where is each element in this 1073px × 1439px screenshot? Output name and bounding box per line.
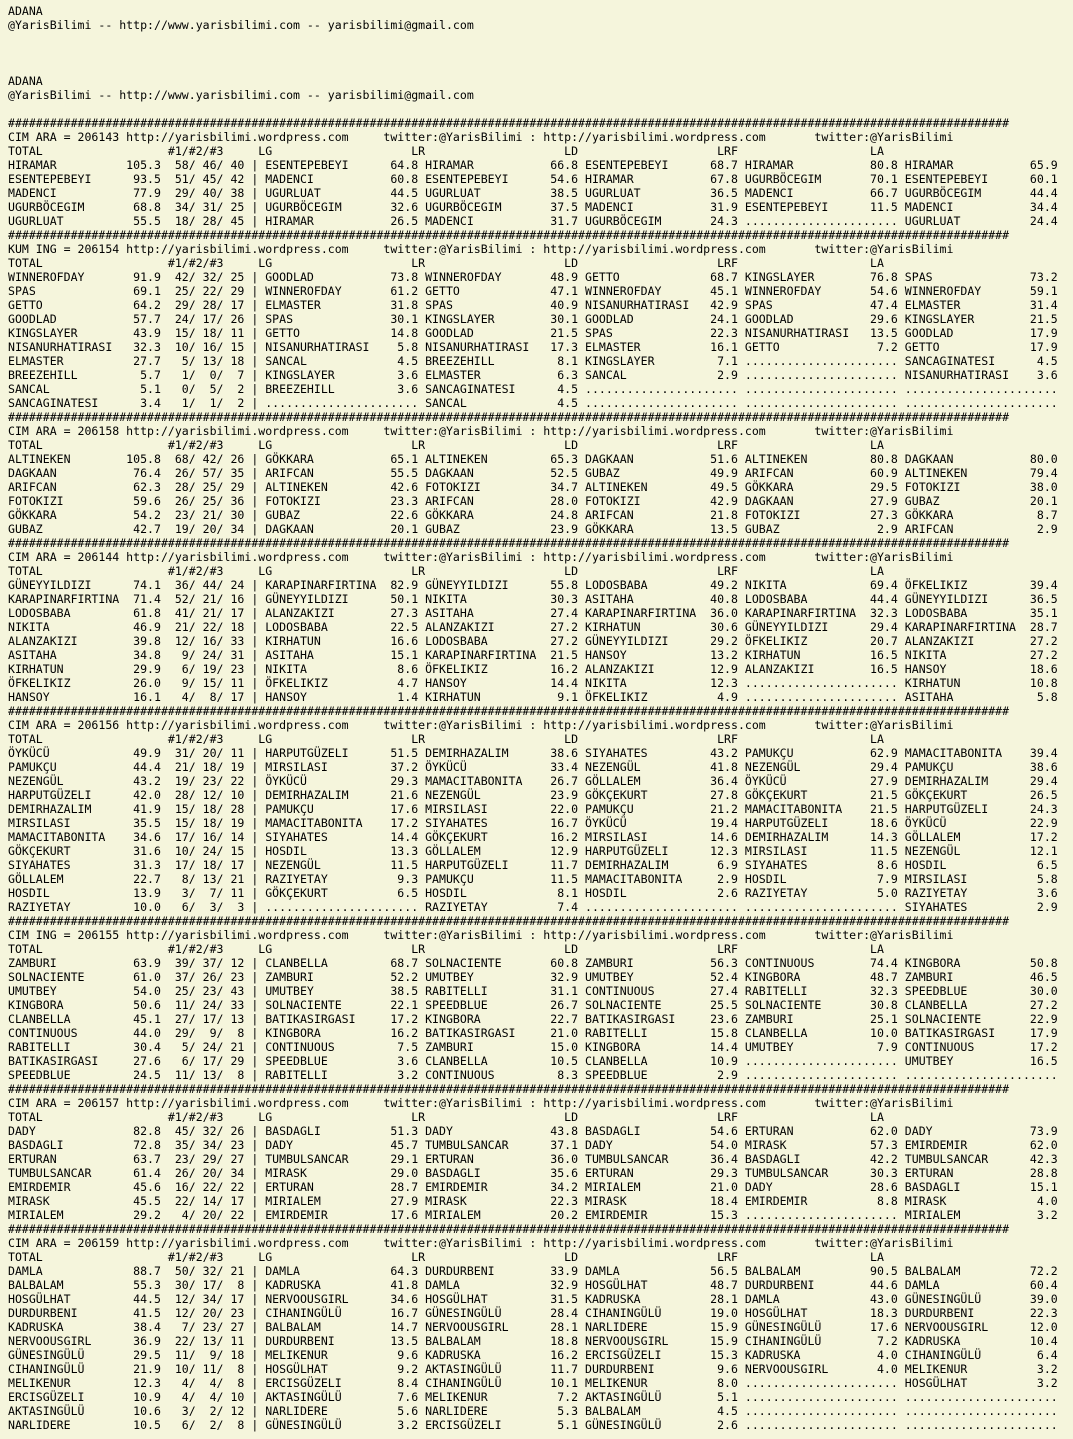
column-header-row: TOTAL #1/#2/#3 LG LR LD LRF LA xyxy=(8,732,884,746)
horse-stats-row: EMIRDEMIR 45.6 16/ 22/ 22 | ERTURAN 28.7 EMIRDEMIR 34.2 MIRIALEM 21.0 DADY 28.6 BASDAGLI 15.1 xyxy=(8,1180,1058,1194)
horse-stats-row: DEMIRHAZALIM 41.9 15/ 18/ 28 | PAMUKÇU 17.6 MIRSILASI 22.0 PAMUKÇU 21.2 MAMACITABONITA 21.5 HARPUTGÜZELI 24.3 xyxy=(8,802,1058,816)
horse-stats-row: BALBALAM 55.3 30/ 17/ 8 | KADRUSKA 41.8 DAMLA 32.9 HOSGÜLHAT 48.7 DURDURBENI 44.6 DAMLA 60.4 xyxy=(8,1278,1058,1292)
horse-stats-row: BASDAGLI 72.8 35/ 34/ 23 | DADY 45.7 TUMBULSANCAR 37.1 DADY 54.0 MIRASK 57.3 EMIRDEMIR 62.0 xyxy=(8,1138,1058,1152)
horse-stats-row: ERCISGÜZELI 10.9 4/ 4/ 10 | AKTASINGÜLÜ 7.6 MELIKENUR 7.2 AKTASINGÜLÜ 5.1 ...................... ...................... xyxy=(8,1390,1058,1404)
horse-stats-row: KADRUSKA 38.4 7/ 23/ 27 | BALBALAM 14.7 NERVOOUSGIRL 28.1 NARLIDERE 15.9 GÜNESINGÜLÜ 17.6 NERVOOUSGIRL 12.0 xyxy=(8,1320,1058,1334)
column-header-row: TOTAL #1/#2/#3 LG LR LD LRF LA xyxy=(8,942,884,956)
horse-stats-row: NARLIDERE 10.5 6/ 2/ 8 | GÜNESINGÜLÜ 3.2 ERCISGÜZELI 5.1 GÜNESINGÜLÜ 2.6 ...................... ...................... xyxy=(8,1418,1058,1432)
horse-stats-row: ESENTEPEBEYI 93.5 51/ 45/ 42 | MADENCI 60.8 ESENTEPEBEYI 54.6 HIRAMAR 67.8 UGURBÖCEGIM 70.1 ESENTEPEBEYI 60.1 xyxy=(8,172,1058,186)
horse-stats-row: ÖYKÜCÜ 49.9 31/ 20/ 11 | HARPUTGÜZELI 51.5 DEMIRHAZALIM 38.6 SIYAHATES 43.2 PAMUKÇU 62.9 MAMACITABONITA 39.4 xyxy=(8,746,1058,760)
horse-stats-row: SANCAGINATESI 3.4 1/ 1/ 2 | ...................... SANCAL 4.5 ...................... ...................... ...................... xyxy=(8,396,1058,410)
race-header: KUM ING = 206154 http://yarisbilimi.wordpress.com twitter:@YarisBilimi : http://yarisbilimi.wordpress.com twitter:@YarisBilimi xyxy=(8,242,954,256)
horse-stats-row: HARPUTGÜZELI 42.0 28/ 12/ 10 | DEMIRHAZALIM 21.6 NEZENGÜL 23.9 GÖKÇEKURT 27.8 GÖKÇEKURT 21.5 GÖKÇEKURT 26.5 xyxy=(8,788,1058,802)
horse-stats-row: GETTO 64.2 29/ 28/ 17 | ELMASTER 31.8 SPAS 40.9 NISANURHATIRASI 42.9 SPAS 47.4 ELMASTER 31.4 xyxy=(8,298,1058,312)
horse-stats-row: GÖLLALEM 22.7 8/ 13/ 21 | RAZIYETAY 9.3 PAMUKÇU 11.5 MAMACITABONITA 2.9 HOSDIL 7.9 MIRSILASI 5.8 xyxy=(8,872,1058,886)
horse-stats-row: SOLNACIENTE 61.0 37/ 26/ 23 | ZAMBURI 52.2 UMUTBEY 32.9 UMUTBEY 52.4 KINGBORA 48.7 ZAMBURI 46.5 xyxy=(8,970,1058,984)
horse-stats-row: UGURBÖCEGIM 68.8 34/ 31/ 25 | UGURBÖCEGIM 32.6 UGURBÖCEGIM 37.5 MADENCI 31.9 ESENTEPEBEYI 11.5 MADENCI 34.4 xyxy=(8,200,1058,214)
horse-stats-row: HANSOY 16.1 4/ 8/ 17 | HANSOY 1.4 KIRHATUN 9.1 ÖFKELIKIZ 4.9 ...................... ASITAHA 5.8 xyxy=(8,690,1058,704)
horse-stats-row: SPEEDBLUE 24.5 11/ 13/ 8 | RABITELLI 3.2 CONTINUOUS 8.3 SPEEDBLUE 2.9 ...................... ...................... xyxy=(8,1068,1058,1082)
horse-stats-row: DURDURBENI 41.5 12/ 20/ 23 | CIHANINGÜLÜ 16.7 GÜNESINGÜLÜ 28.4 CIHANINGÜLÜ 19.0 HOSGÜLHAT 18.3 DURDURBENI 22.3 xyxy=(8,1306,1058,1320)
column-header-row: TOTAL #1/#2/#3 LG LR LD LRF LA xyxy=(8,256,884,270)
horse-stats-row: BREEZEHILL 5.7 1/ 0/ 7 | KINGSLAYER 3.6 ELMASTER 6.3 SANCAL 2.9 ...................... NISANURHATIRASI 3.6 xyxy=(8,368,1058,382)
race-header: CIM ING = 206155 http://yarisbilimi.wordpress.com twitter:@YarisBilimi : http://yarisbilimi.wordpress.com twitter:@YarisBilimi xyxy=(8,928,954,942)
horse-stats-row: GÜNEYYILDIZI 74.1 36/ 44/ 24 | KARAPINARFIRTINA 82.9 GÜNEYYILDIZI 55.8 LODOSBABA 49.2 NIKITA 69.4 ÖFKELIKIZ 39.4 xyxy=(8,578,1058,592)
column-header-row: TOTAL #1/#2/#3 LG LR LD LRF LA xyxy=(8,144,884,158)
horse-stats-row: GOODLAD 57.7 24/ 17/ 26 | SPAS 30.1 KINGSLAYER 30.1 GOODLAD 24.1 GOODLAD 29.6 KINGSLAYER 21.5 xyxy=(8,312,1058,326)
horse-stats-row: RABITELLI 30.4 5/ 24/ 21 | CONTINUOUS 7.5 ZAMBURI 15.0 KINGBORA 14.4 UMUTBEY 7.9 CONTINUOUS 17.2 xyxy=(8,1040,1058,1054)
section-separator: ################################################################################################################################################ xyxy=(8,914,1010,928)
horse-stats-row: HOSDIL 13.9 3/ 7/ 11 | GÖKÇEKURT 6.5 HOSDIL 8.1 HOSDIL 2.6 RAZIYETAY 5.0 RAZIYETAY 3.6 xyxy=(8,886,1058,900)
text-line: ADANA xyxy=(8,4,43,18)
horse-stats-row: ALANZAKIZI 39.8 12/ 16/ 33 | KIRHATUN 16.6 LODOSBABA 27.2 GÜNEYYILDIZI 29.2 ÖFKELIKIZ 20.7 ALANZAKIZI 27.2 xyxy=(8,634,1058,648)
race-header: CIM ARA = 206158 http://yarisbilimi.wordpress.com twitter:@YarisBilimi : http://yarisbilimi.wordpress.com twitter:@YarisBilimi xyxy=(8,424,954,438)
text-line: @YarisBilimi -- http://www.yarisbilimi.com -- yarisbilimi@gmail.com xyxy=(8,88,474,102)
horse-stats-row: AKTASINGÜLÜ 10.6 3/ 2/ 12 | NARLIDERE 5.6 NARLIDERE 5.3 BALBALAM 4.5 ...................... ...................... xyxy=(8,1404,1058,1418)
horse-stats-row: GÜNESINGÜLÜ 29.5 11/ 9/ 18 | MELIKENUR 9.6 KADRUSKA 16.2 ERCISGÜZELI 15.3 KADRUSKA 4.0 CIHANINGÜLÜ 6.4 xyxy=(8,1348,1058,1362)
horse-stats-row: UGURLUAT 55.5 18/ 28/ 45 | HIRAMAR 26.5 MADENCI 31.7 UGURBÖCEGIM 24.3 ...................... UGURLUAT 24.4 xyxy=(8,214,1058,228)
horse-stats-row: KINGSLAYER 43.9 15/ 18/ 11 | GETTO 14.8 GOODLAD 21.5 SPAS 22.3 NISANURHATIRASI 13.5 GOODLAD 17.9 xyxy=(8,326,1058,340)
horse-stats-row: CONTINUOUS 44.0 29/ 9/ 8 | KINGBORA 16.2 BATIKASIRGASI 21.0 RABITELLI 15.8 CLANBELLA 10.0 BATIKASIRGASI 17.9 xyxy=(8,1026,1058,1040)
horse-stats-row: GUBAZ 42.7 19/ 20/ 34 | DAGKAAN 20.1 GUBAZ 23.9 GÖKKARA 13.5 GUBAZ 2.9 ARIFCAN 2.9 xyxy=(8,522,1058,536)
race-header: CIM ARA = 206157 http://yarisbilimi.wordpress.com twitter:@YarisBilimi : http://yarisbilimi.wordpress.com twitter:@YarisBilimi xyxy=(8,1096,954,1110)
horse-stats-row: SANCAL 5.1 0/ 5/ 2 | BREEZEHILL 3.6 SANCAGINATESI 4.5 ...................... ...................... ...................... xyxy=(8,382,1058,396)
horse-stats-row: KIRHATUN 29.9 6/ 19/ 23 | NIKITA 8.6 ÖFKELIKIZ 16.2 ALANZAKIZI 12.9 ALANZAKIZI 16.5 HANSOY 18.6 xyxy=(8,662,1058,676)
horse-stats-row: ARIFCAN 62.3 28/ 25/ 29 | ALTINEKEN 42.6 FOTOKIZI 34.7 ALTINEKEN 49.5 GÖKKARA 29.5 FOTOKIZI 38.0 xyxy=(8,480,1058,494)
race-header: CIM ARA = 206159 http://yarisbilimi.wordpress.com twitter:@YarisBilimi : http://yarisbilimi.wordpress.com twitter:@YarisBilimi xyxy=(8,1236,954,1250)
horse-stats-row: UMUTBEY 54.0 25/ 23/ 43 | UMUTBEY 38.5 RABITELLI 31.1 CONTINUOUS 27.4 RABITELLI 32.3 SPEEDBLUE 30.0 xyxy=(8,984,1058,998)
blank-line xyxy=(8,46,1073,60)
blank-line xyxy=(8,60,1073,74)
horse-stats-row: TUMBULSANCAR 61.4 26/ 20/ 34 | MIRASK 29.0 BASDAGLI 35.6 ERTURAN 29.3 TUMBULSANCAR 30.3 ERTURAN 28.8 xyxy=(8,1166,1058,1180)
section-separator: ################################################################################################################################################ xyxy=(8,1222,1010,1236)
horse-stats-row: ASITAHA 34.8 9/ 24/ 31 | ASITAHA 15.1 KARAPINARFIRTINA 21.5 HANSOY 13.2 KIRHATUN 16.5 NIKITA 27.2 xyxy=(8,648,1058,662)
column-header-row: TOTAL #1/#2/#3 LG LR LD LRF LA xyxy=(8,564,884,578)
horse-stats-row: GÖKÇEKURT 31.6 10/ 24/ 15 | HOSDIL 13.3 GÖLLALEM 12.9 HARPUTGÜZELI 12.3 MIRSILASI 11.5 NEZENGÜL 12.1 xyxy=(8,844,1058,858)
horse-stats-row: MIRSILASI 35.5 15/ 18/ 19 | MAMACITABONITA 17.2 SIYAHATES 16.7 ÖYKÜCÜ 19.4 HARPUTGÜZELI 18.6 ÖYKÜCÜ 22.9 xyxy=(8,816,1058,830)
horse-stats-row: ELMASTER 27.7 5/ 13/ 18 | SANCAL 4.5 BREEZEHILL 8.1 KINGSLAYER 7.1 ...................... SANCAGINATESI 4.5 xyxy=(8,354,1058,368)
horse-stats-row: PAMUKÇU 44.4 21/ 18/ 19 | MIRSILASI 37.2 ÖYKÜCÜ 33.4 NEZENGÜL 41.8 NEZENGÜL 29.4 PAMUKÇU 38.6 xyxy=(8,760,1058,774)
horse-stats-row: ALTINEKEN 105.8 68/ 42/ 26 | GÖKKARA 65.1 ALTINEKEN 65.3 DAGKAAN 51.6 ALTINEKEN 80.8 DAGKAAN 80.0 xyxy=(8,452,1058,466)
horse-stats-row: ERTURAN 63.7 23/ 29/ 27 | TUMBULSANCAR 29.1 ERTURAN 36.0 TUMBULSANCAR 36.4 BASDAGLI 42.2 TUMBULSANCAR 42.3 xyxy=(8,1152,1058,1166)
horse-stats-row: KINGBORA 50.6 11/ 24/ 33 | SOLNACIENTE 22.1 SPEEDBLUE 26.7 SOLNACIENTE 25.5 SOLNACIENTE 30.8 CLANBELLA 27.2 xyxy=(8,998,1058,1012)
column-header-row: TOTAL #1/#2/#3 LG LR LD LRF LA xyxy=(8,1250,884,1264)
horse-stats-row: MELIKENUR 12.3 4/ 4/ 8 | ERCISGÜZELI 8.4 CIHANINGÜLÜ 10.1 MELIKENUR 8.0 ...................... HOSGÜLHAT 3.2 xyxy=(8,1376,1058,1390)
horse-stats-row: MIRIALEM 29.2 4/ 20/ 22 | EMIRDEMIR 17.6 MIRIALEM 20.2 EMIRDEMIR 15.3 ...................... MIRIALEM 3.2 xyxy=(8,1208,1058,1222)
horse-stats-row: BATIKASIRGASI 27.6 6/ 17/ 29 | SPEEDBLUE 3.6 CLANBELLA 10.5 CLANBELLA 10.9 ...................... UMUTBEY 16.5 xyxy=(8,1054,1058,1068)
horse-stats-row: HIRAMAR 105.3 58/ 46/ 40 | ESENTEPEBEYI 64.8 HIRAMAR 66.8 ESENTEPEBEYI 68.7 HIRAMAR 80.8 HIRAMAR 65.9 xyxy=(8,158,1058,172)
column-header-row: TOTAL #1/#2/#3 LG LR LD LRF LA xyxy=(8,1110,884,1124)
horse-stats-row: KARAPINARFIRTINA 71.4 52/ 21/ 16 | GÜNEYYILDIZI 50.1 NIKITA 30.3 ASITAHA 40.8 LODOSBABA 44.4 GÜNEYYILDIZI 36.5 xyxy=(8,592,1058,606)
horse-stats-row: GÖKKARA 54.2 23/ 21/ 30 | GUBAZ 22.6 GÖKKARA 24.8 ARIFCAN 21.8 FOTOKIZI 27.3 GÖKKARA 8.7 xyxy=(8,508,1058,522)
race-header: CIM ARA = 206144 http://yarisbilimi.wordpress.com twitter:@YarisBilimi : http://yarisbilimi.wordpress.com twitter:@YarisBilimi xyxy=(8,550,954,564)
horse-stats-row: ÖFKELIKIZ 26.0 9/ 15/ 11 | ÖFKELIKIZ 4.7 HANSOY 14.4 NIKITA 12.3 ...................... KIRHATUN 10.8 xyxy=(8,676,1058,690)
horse-stats-row: RAZIYETAY 10.0 6/ 3/ 3 | ...................... RAZIYETAY 7.4 ...................... ...................... SIYAHATES 2.9 xyxy=(8,900,1058,914)
horse-stats-row: WINNEROFDAY 91.9 42/ 32/ 25 | GOODLAD 73.8 WINNEROFDAY 48.9 GETTO 68.7 KINGSLAYER 76.8 SPAS 73.2 xyxy=(8,270,1058,284)
text-line: ADANA xyxy=(8,74,43,88)
text-line: @YarisBilimi -- http://www.yarisbilimi.com -- yarisbilimi@gmail.com xyxy=(8,18,474,32)
section-separator: ################################################################################################################################################ xyxy=(8,704,1010,718)
section-separator: ################################################################################################################################################ xyxy=(8,116,1010,130)
horse-stats-row: NISANURHATIRASI 32.3 10/ 16/ 15 | NISANURHATIRASI 5.8 NISANURHATIRASI 17.3 ELMASTER 16.1 GETTO 7.2 GETTO 17.9 xyxy=(8,340,1058,354)
column-header-row: TOTAL #1/#2/#3 LG LR LD LRF LA xyxy=(8,438,884,452)
section-separator: ################################################################################################################################################ xyxy=(8,536,1010,550)
horse-stats-row: NERVOOUSGIRL 36.9 22/ 13/ 11 | DURDURBENI 13.5 BALBALAM 18.8 NERVOOUSGIRL 15.9 CIHANINGÜLÜ 7.2 KADRUSKA 10.4 xyxy=(8,1334,1058,1348)
horse-stats-row: CIHANINGÜLÜ 21.9 10/ 11/ 8 | HOSGÜLHAT 9.2 AKTASINGÜLÜ 11.7 DURDURBENI 9.6 NERVOOUSGIRL 4.0 MELIKENUR 3.2 xyxy=(8,1362,1058,1376)
race-header: CIM ARA = 206156 http://yarisbilimi.wordpress.com twitter:@YarisBilimi : http://yarisbilimi.wordpress.com twitter:@YarisBilimi xyxy=(8,718,954,732)
horse-stats-row: NEZENGÜL 43.2 19/ 23/ 22 | ÖYKÜCÜ 29.3 MAMACITABONITA 26.7 GÖLLALEM 36.4 ÖYKÜCÜ 27.9 DEMIRHAZALIM 29.4 xyxy=(8,774,1058,788)
horse-stats-row: SIYAHATES 31.3 17/ 18/ 17 | NEZENGÜL 11.5 HARPUTGÜZELI 11.7 DEMIRHAZALIM 6.9 SIYAHATES 8.6 HOSDIL 6.5 xyxy=(8,858,1058,872)
horse-stats-row: SPAS 69.1 25/ 22/ 29 | WINNEROFDAY 61.2 GETTO 47.1 WINNEROFDAY 45.1 WINNEROFDAY 54.6 WINNEROFDAY 59.1 xyxy=(8,284,1058,298)
blank-line xyxy=(8,102,1073,116)
horse-stats-row: DAGKAAN 76.4 26/ 57/ 35 | ARIFCAN 55.5 DAGKAAN 52.5 GUBAZ 49.9 ARIFCAN 60.9 ALTINEKEN 79.4 xyxy=(8,466,1058,480)
horse-stats-row: CLANBELLA 45.1 27/ 17/ 13 | BATIKASIRGASI 17.2 KINGBORA 22.7 BATIKASIRGASI 23.6 ZAMBURI 25.1 SOLNACIENTE 22.9 xyxy=(8,1012,1058,1026)
section-separator: ################################################################################################################################################ xyxy=(8,410,1010,424)
horse-stats-row: DAMLA 88.7 50/ 32/ 21 | DAMLA 64.3 DURDURBENI 33.9 DAMLA 56.5 BALBALAM 90.5 BALBALAM 72.2 xyxy=(8,1264,1058,1278)
horse-stats-row: ZAMBURI 63.9 39/ 37/ 12 | CLANBELLA 68.7 SOLNACIENTE 60.8 ZAMBURI 56.3 CONTINUOUS 74.4 KINGBORA 50.8 xyxy=(8,956,1058,970)
section-separator: ################################################################################################################################################ xyxy=(8,228,1010,242)
horse-stats-row: DADY 82.8 45/ 32/ 26 | BASDAGLI 51.3 DADY 43.8 BASDAGLI 54.6 ERTURAN 62.0 DADY 73.9 xyxy=(8,1124,1058,1138)
section-separator: ################################################################################################################################################ xyxy=(8,1082,1010,1096)
horse-stats-row: HOSGÜLHAT 44.5 12/ 34/ 17 | NERVOOUSGIRL 34.6 HOSGÜLHAT 31.5 KADRUSKA 28.1 DAMLA 43.0 GÜNESINGÜLÜ 39.0 xyxy=(8,1292,1058,1306)
horse-stats-row: NIKITA 46.9 21/ 22/ 18 | LODOSBABA 22.5 ALANZAKIZI 27.2 KIRHATUN 30.6 GÜNEYYILDIZI 29.4 KARAPINARFIRTINA 28.7 xyxy=(8,620,1058,634)
horse-stats-row: MIRASK 45.5 22/ 14/ 17 | MIRIALEM 27.9 MIRASK 22.3 MIRASK 18.4 EMIRDEMIR 8.8 MIRASK 4.0 xyxy=(8,1194,1058,1208)
horse-stats-row: MAMACITABONITA 34.6 17/ 16/ 14 | SIYAHATES 14.4 GÖKÇEKURT 16.2 MIRSILASI 14.6 DEMIRHAZALIM 14.3 GÖLLALEM 17.2 xyxy=(8,830,1058,844)
horse-stats-row: MADENCI 77.9 29/ 40/ 38 | UGURLUAT 44.5 UGURLUAT 38.5 UGURLUAT 36.5 MADENCI 66.7 UGURBÖCEGIM 44.4 xyxy=(8,186,1058,200)
race-header: CIM ARA = 206143 http://yarisbilimi.wordpress.com twitter:@YarisBilimi : http://yarisbilimi.wordpress.com twitter:@YarisBilimi xyxy=(8,130,954,144)
blank-line xyxy=(8,32,1073,46)
horse-stats-row: FOTOKIZI 59.6 26/ 25/ 36 | FOTOKIZI 23.3 ARIFCAN 28.0 FOTOKIZI 42.9 DAGKAAN 27.9 GUBAZ 20.1 xyxy=(8,494,1058,508)
horse-stats-row: LODOSBABA 61.8 41/ 21/ 17 | ALANZAKIZI 27.3 ASITAHA 27.4 KARAPINARFIRTINA 36.0 KARAPINARFIRTINA 32.3 LODOSBABA 35.1 xyxy=(8,606,1058,620)
